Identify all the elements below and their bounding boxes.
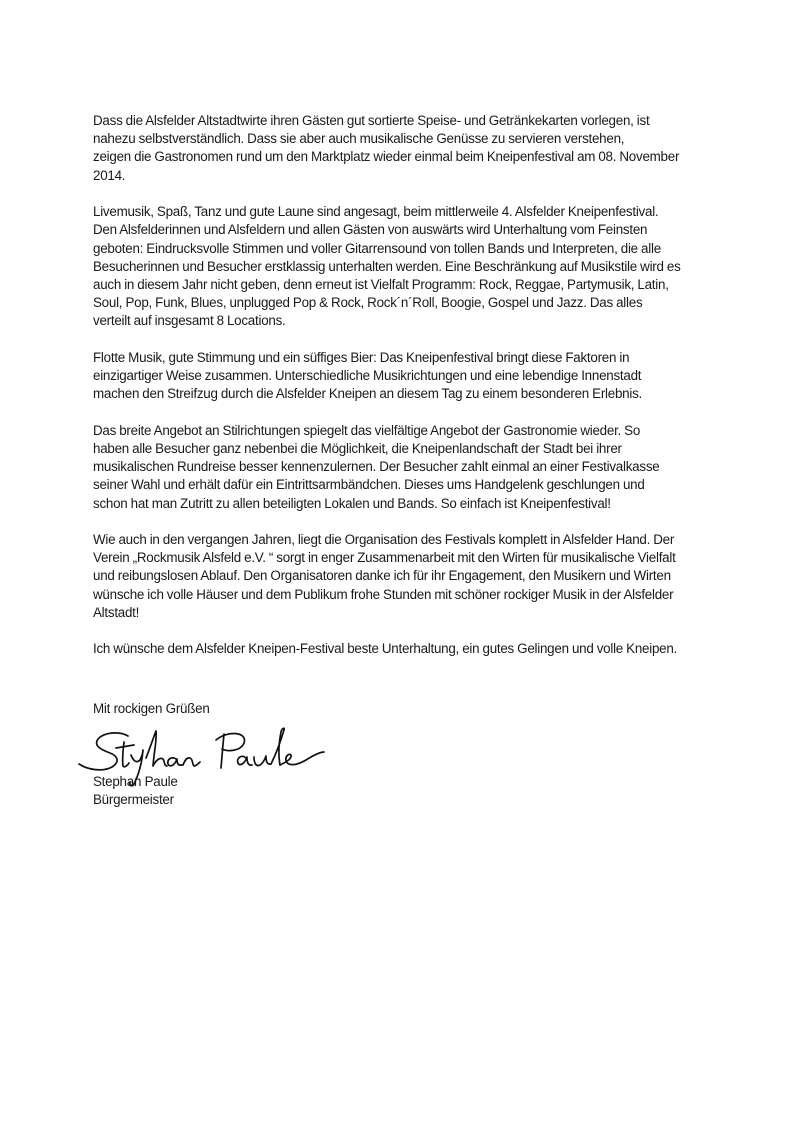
paragraph-6 bbox=[93, 640, 705, 658]
paragraph-line: machen den Streifzug durch die Alsfelder Kneipen an diesem Tag zu einem besonderen Erlebnis. bbox=[93, 386, 643, 402]
paragraph-5 bbox=[93, 531, 705, 622]
paragraph-line: einzigartiger Weise zusammen. Unterschiedliche Musikrichtungen und eine lebendige Innenstadt bbox=[93, 368, 642, 384]
paragraph-line: auch in diesem Jahr nicht geben, denn erneut ist Vielfalt Programm: Rock, Reggae, Partymusik, Latin, bbox=[93, 276, 669, 292]
paragraph-line: wünsche ich volle Häuser und dem Publikum frohe Stunden mit schöner rockiger Musik in der Alsfelder bbox=[93, 586, 674, 602]
paragraph-line: zeigen die Gastronomen rund um den Marktplatz wieder einmal beim Kneipenfestival am 08. November bbox=[93, 149, 680, 165]
paragraph-line: Altstadt! bbox=[93, 604, 140, 620]
paragraph-3 bbox=[93, 349, 705, 404]
paragraph-line: nahezu selbstverständlich. Dass sie aber auch musikalische Genüsse zu servieren verstehen, bbox=[93, 131, 625, 147]
paragraph-line: seiner Wahl und erhält dafür ein Eintrittsarmbändchen. Dieses ums Handgelenk geschlungen und bbox=[93, 477, 645, 493]
paragraph-line: Besucherinnen und Besucher erstklassig unterhalten werden. Eine Beschränkung auf Musikstile wird es bbox=[93, 258, 681, 274]
paragraph-1 bbox=[93, 112, 705, 185]
paragraph-line: Livemusik, Spaß, Tanz und gute Laune sind angesagt, beim mittlerweile 4. Alsfelder Kneipenfestival. bbox=[93, 204, 659, 220]
paragraph-line: schon hat man Zutritt zu allen beteiligten Lokalen und Bands. So einfach ist Kneipenfestival! bbox=[93, 495, 611, 511]
closing-greeting: Mit rockigen Grüßen bbox=[93, 701, 210, 716]
paragraph-line: Flotte Musik, gute Stimmung und ein süffiges Bier: Das Kneipenfestival bringt diese Faktoren in bbox=[93, 349, 630, 365]
paragraph-line: Dass die Alsfelder Altstadtwirte ihren Gästen gut sortierte Speise- und Getränkekarten vorlegen, ist bbox=[93, 113, 650, 128]
paragraph-line: Ich wünsche dem Alsfelder Kneipen-Festival beste Unterhaltung, ein gutes Gelingen und volle Kneipen. bbox=[93, 641, 678, 657]
paragraph-4 bbox=[93, 422, 705, 513]
paragraph-2 bbox=[93, 203, 705, 330]
paragraph-line: und reibungslosen Ablauf. Den Organisatoren danke ich für ihr Engagement, den Musikern und Wirten bbox=[93, 568, 671, 584]
paragraph-line: Verein „Rockmusik Alsfeld e.V. “ sorgt in enger Zusammenarbeit mit den Wirten für musikalische Vielfalt bbox=[93, 550, 676, 566]
paragraph-line: Den Alsfelderinnen und Alsfeldern und allen Gästen von auswärts wird Unterhaltung vom Feinsten bbox=[93, 222, 648, 238]
paragraph-line: Wie auch in den vergangen Jahren, liegt die Organisation des Festivals komplett in Alsfelder Hand. Der bbox=[93, 532, 675, 548]
paragraph-line: haben alle Besucher ganz nebenbei die Möglichkeit, die Kneipenlandschaft der Stadt bei ihrer bbox=[93, 440, 622, 456]
signer-title: Bürgermeister bbox=[93, 792, 174, 808]
letter-body bbox=[93, 112, 705, 677]
signer-name: Stephan Paule bbox=[93, 774, 178, 789]
paragraph-line: geboten: Eindrucksvolle Stimmen und voller Gitarrensound von tollen Bands und Interpreten, die alle bbox=[93, 240, 661, 256]
paragraph-line: Das breite Angebot an Stilrichtungen spiegelt das vielfältige Angebot der Gastronomie wieder. So bbox=[93, 422, 641, 438]
paragraph-line: Soul, Pop, Funk, Blues, unplugged Pop & Rock, Rock´n´Roll, Boogie, Gospel und Jazz. Das alles bbox=[93, 295, 643, 311]
paragraph-line: verteilt auf insgesamt 8 Locations. bbox=[93, 313, 286, 329]
signer-block bbox=[93, 773, 178, 809]
paragraph-line: 2014. bbox=[93, 167, 126, 183]
paragraph-line: musikalischen Rundreise besser kennenzulernen. Der Besucher zahlt einmal an einer Festivalkasse bbox=[93, 459, 660, 475]
